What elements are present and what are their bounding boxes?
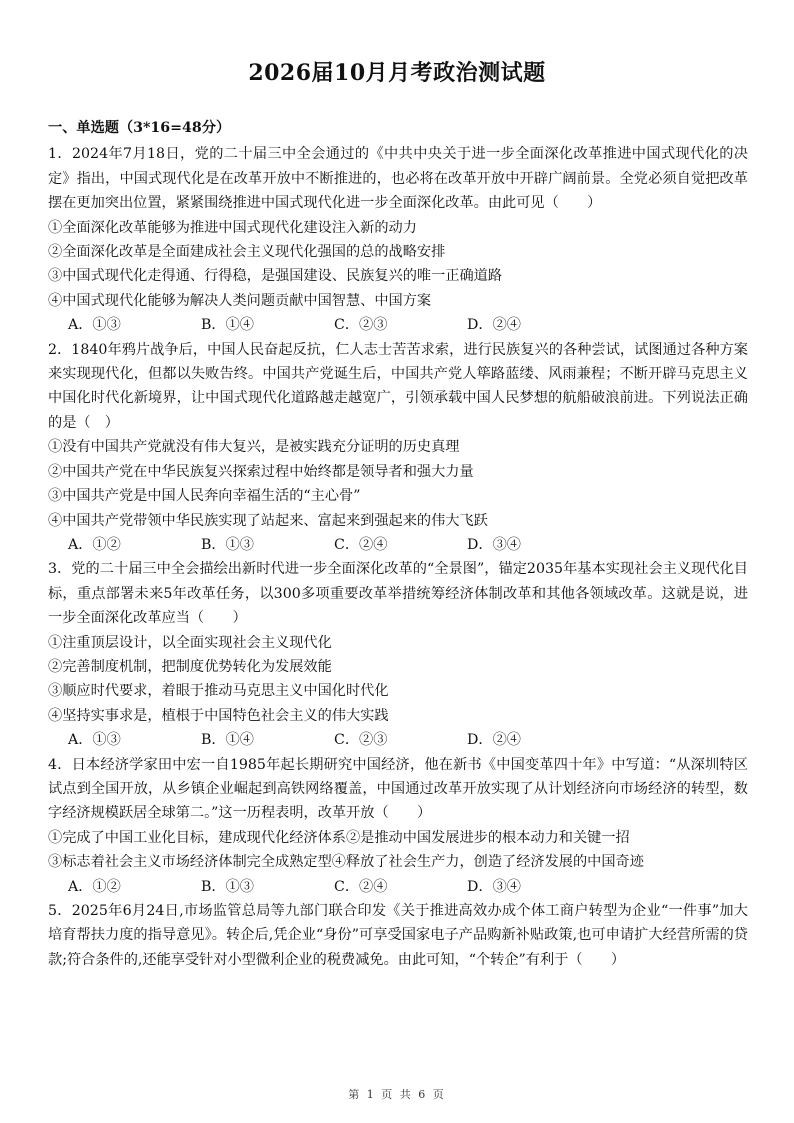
choice-a: A．①③ — [68, 732, 121, 749]
option: ④坚持实事求是，植根于中国特色社会主义的伟大实践 — [48, 707, 389, 724]
question-5 — [48, 899, 748, 972]
option: ③中国式现代化走得通、行得稳，是强国建设、民族复兴的唯一正确道路 — [48, 268, 503, 285]
question-4 — [48, 753, 748, 899]
question-1 — [48, 142, 748, 337]
choice-d: D．②④ — [467, 732, 521, 749]
page-footer: 第 1 页 共 6 页 — [348, 1088, 446, 1101]
question-stem: 5．2025年6月24日,市场监管总局等九部门联合印发《关于推进高效办成个体工商户转型为企业“一件事”加大培育帮扶力度的指导意见》。转企后,凭企业“身份”可享受国家电子产品购新补贴政策,也可申请扩大经营所需的贷款;符合条件的,还能享受针对小型微利企业的税费减免。由此可知，“个转企”有利于（ ） — [48, 903, 748, 968]
exam-content — [48, 116, 748, 972]
option: ①全面深化改革能够为推进中国式现代化建设注入新的动力 — [48, 219, 417, 236]
question-stem: 2．1840年鸦片战争后，中国人民奋起反抗，仁人志士苦苦求索，进行民族复兴的各种尝试，试图通过各种方案来实现现代化，但都以失败告终。中国共产党诞生后，中国共产党人筚路蓝缕、风雨兼程；不断开辟马克思主义中国化时代化新境界，让中国式现代化道路越走越宽广，引领承载中国人民梦想的航船破浪前进。下列说法正确的是（ ） — [48, 341, 748, 431]
option: ①完成了中国工业化目标，建成现代化经济体系②是推动中国发展进步的根本动力和关键一招 — [48, 829, 630, 846]
section-heading: 一、单选题（3*16=48分） — [48, 120, 231, 136]
answer-choices — [48, 875, 748, 899]
choice-c: C．②④ — [334, 536, 388, 553]
choice-c: C．②③ — [334, 317, 388, 334]
choice-c: C．②③ — [334, 732, 388, 749]
question-2 — [48, 338, 748, 558]
choice-b: B．①③ — [201, 536, 254, 553]
choice-a: A．①③ — [68, 317, 121, 334]
option: ④中国式现代化能够为解决人类问题贡献中国智慧、中国方案 — [48, 292, 432, 309]
question-3 — [48, 557, 748, 752]
option: ③标志着社会主义市场经济体制完全成熟定型④释放了社会生产力，创造了经济发展的中国奇迹 — [48, 854, 644, 871]
choice-d: D．③④ — [467, 536, 521, 553]
choice-b: B．①④ — [201, 317, 254, 334]
question-stem: 3．党的二十届三中全会描绘出新时代进一步全面深化改革的“全景图”，锚定2035年基本实现社会主义现代化目标，重点部署未来5年改革任务，以300多项重要改革举措统筹经济体制改革和其他各领域改革。这就是说，进一步全面深化改革应当（ ） — [48, 561, 748, 627]
choice-a: A．①② — [68, 878, 121, 895]
option: ④中国共产党带领中华民族实现了站起来、富起来到强起来的伟大飞跃 — [48, 512, 488, 529]
question-stem: 4．日本经济学家田中宏一自1985年起长期研究中国经济，他在新书《中国变革四十年》中写道：“从深圳特区试点到全国开放，从乡镇企业崛起到高铁网络覆盖，中国通过改革开放实现了从计划经济向市场经济的转型，数字经济规模跃居全球第二。”这一历程表明，改革开放（ ） — [48, 756, 748, 822]
answer-choices — [48, 313, 748, 337]
option: ③顺应时代要求，着眼于推动马克思主义中国化时代化 — [48, 683, 389, 700]
option: ②中国共产党在中华民族复兴探索过程中始终都是领导者和强大力量 — [48, 463, 474, 480]
answer-choices — [48, 728, 748, 752]
choice-c: C．②④ — [334, 878, 388, 895]
choice-d: D．③④ — [467, 878, 521, 895]
option: ②完善制度机制，把制度优势转化为发展效能 — [48, 658, 332, 675]
option: ①没有中国共产党就没有伟大复兴，是被实践充分证明的历史真理 — [48, 439, 460, 456]
choice-b: B．①③ — [201, 878, 254, 895]
answer-choices — [48, 533, 748, 557]
option: ①注重顶层设计，以全面实现社会主义现代化 — [48, 634, 332, 651]
option: ②全面深化改革是全面建成社会主义现代化强国的总的战略安排 — [48, 244, 446, 261]
choice-a: A．①② — [68, 536, 121, 553]
question-stem: 1．2024年7月18日，党的二十届三中全会通过的《中共中央关于进一步全面深化改革推进中国式现代化的决定》指出，中国式现代化是在改革开放中不断推进的，也必将在改革开放中开辟广阔前景。全党必须自觉把改革摆在更加突出位置，紧紧围绕推进中国式现代化进一步全面深化改革。由此可见（ ） — [48, 146, 748, 212]
choice-d: D．②④ — [467, 317, 521, 334]
page-title: 2026届10月月考政治测试题 — [248, 60, 546, 86]
option: ③中国共产党是中国人民奔向幸福生活的“主心骨” — [48, 488, 361, 505]
choice-b: B．①④ — [201, 732, 254, 749]
